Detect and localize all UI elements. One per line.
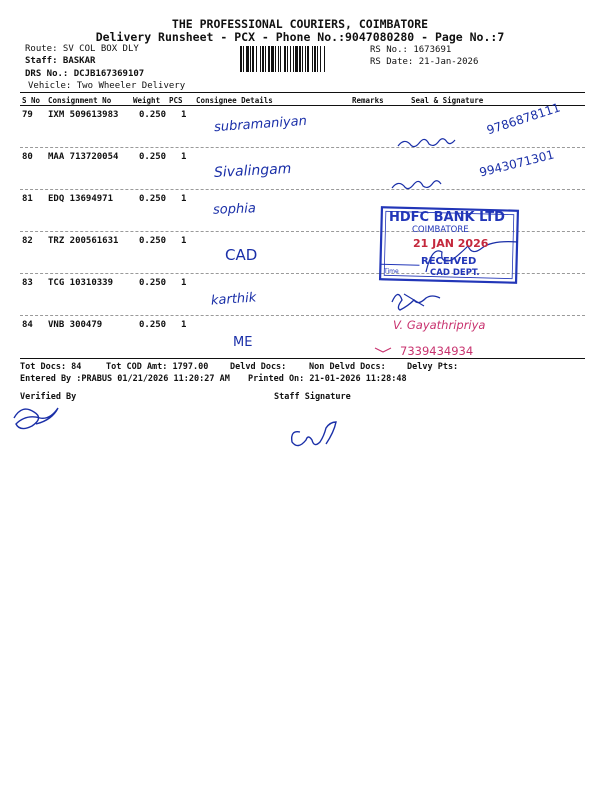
consignee-signature: sophia — [212, 201, 257, 218]
receiver-signature-scribble — [404, 294, 424, 306]
stamp-received: RECEIVED — [421, 256, 477, 267]
row-sno: 79 — [22, 110, 33, 120]
staff-signature-label: Staff Signature — [274, 392, 351, 402]
stamp-date: 21 JAN 2026 — [413, 237, 489, 250]
col-remarks: Remarks — [352, 96, 384, 105]
row-pcs: 1 — [181, 278, 187, 288]
pen-tick-mark — [375, 348, 391, 352]
row-consignment: VNB 300479 — [48, 320, 103, 330]
receiver-phone: 9786878111 — [485, 100, 562, 138]
runsheet-title: Delivery Runsheet - PCX - Phone No.:9047080280 - Page No.:7 — [95, 30, 505, 44]
delivery-points: Delvy Pts: — [407, 362, 459, 372]
receiver-name: V. Gayathripriya — [393, 318, 486, 332]
row-sno: 83 — [22, 278, 33, 288]
col-consignment: Consignment No — [48, 96, 112, 105]
row-pcs: 1 — [181, 194, 187, 204]
row-consignment: IXM 509613983 — [48, 110, 119, 120]
non-delivered-docs: Non Delvd Docs: — [309, 362, 386, 372]
row-pcs: 1 — [181, 110, 187, 120]
verified-by-label: Verified By — [20, 392, 77, 402]
rs-number: RS No.: 1673691 — [370, 45, 452, 55]
verified-by-signature — [14, 408, 58, 429]
row-consignment: TCG 10310339 — [48, 278, 114, 288]
consignee-signature: Sivalingam — [213, 160, 292, 182]
staff-label: Staff: BASKAR — [25, 56, 96, 66]
delivered-docs: Delvd Docs: — [230, 362, 287, 372]
col-consignee: Consignee Details — [196, 96, 273, 105]
drs-number: DRS No.: DCJB167369107 — [25, 69, 145, 79]
route-label: Route: SV COL BOX DLY — [25, 44, 139, 54]
receiver-signature-scribble — [392, 294, 440, 310]
row-consignment: MAA 713720054 — [48, 152, 119, 162]
row-sno: 81 — [22, 194, 33, 204]
row-weight: 0.250 — [139, 320, 167, 330]
row-weight: 0.250 — [139, 236, 167, 246]
rs-date: RS Date: 21-Jan-2026 — [370, 57, 479, 67]
printed-on: Printed On: 21-01-2026 11:28:48 — [248, 374, 407, 384]
row-consignment: TRZ 200561631 — [48, 236, 119, 246]
total-docs: Tot Docs: 84 — [20, 362, 82, 372]
entered-by: Entered By :PRABUS 01/21/2026 11:20:27 AM — [20, 374, 230, 384]
stamp-bank-name: HDFC BANK LTD — [389, 210, 505, 225]
row-weight: 0.250 — [139, 194, 167, 204]
staff-signature — [292, 422, 336, 446]
col-pcs: PCS — [169, 96, 183, 105]
consignee-signature: ME — [233, 335, 253, 350]
receiver-signature-scribble — [398, 139, 455, 147]
company-title: THE PROFESSIONAL COURIERS, COIMBATORE — [171, 17, 429, 31]
stamp-dept: CAD DEPT. — [430, 268, 480, 278]
receiver-signature-scribble — [392, 181, 441, 189]
stamp-city: COIMBATORE — [412, 225, 469, 235]
row-pcs: 1 — [181, 320, 187, 330]
consignee-signature: CAD — [225, 246, 258, 264]
col-weight: Weight — [133, 96, 161, 105]
consignee-signature: karthik — [210, 290, 257, 309]
vehicle-label: Vehicle: Two Wheeler Delivery — [28, 81, 186, 91]
col-seal: Seal & Signature — [411, 96, 484, 105]
row-weight: 0.250 — [139, 152, 167, 162]
row-pcs: 1 — [181, 236, 187, 246]
row-pcs: 1 — [181, 152, 187, 162]
row-weight: 0.250 — [139, 278, 167, 288]
consignee-signature: subramaniyan — [213, 113, 308, 136]
total-cod-amount: Tot COD Amt: 1797.00 — [106, 362, 209, 372]
row-consignment: EDQ 13694971 — [48, 194, 114, 204]
row-sno: 84 — [22, 320, 33, 330]
row-weight: 0.250 — [139, 110, 167, 120]
receiver-phone: 9943071301 — [478, 147, 556, 180]
row-sno: 80 — [22, 152, 33, 162]
row-sno: 82 — [22, 236, 33, 246]
receiver-phone: 7339434934 — [400, 344, 474, 358]
col-sno: S No — [22, 96, 41, 105]
stamp-time-label: Time — [384, 268, 399, 275]
